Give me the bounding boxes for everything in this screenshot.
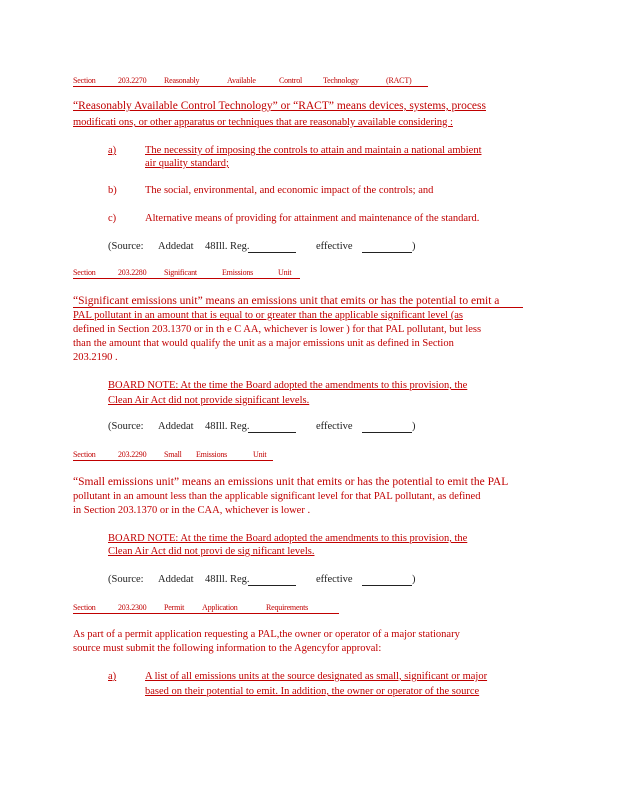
blank-line xyxy=(362,585,412,586)
board-note-line: Clean Air Act did not provide significant levels. xyxy=(108,395,310,406)
board-note-line: BOARD NOTE: At the time the Board adopted the amendments to this provision, the xyxy=(108,380,468,391)
definition-line: “Significant emissions unit” means an emissions unit that emits or has the potential to emit a xyxy=(73,295,500,307)
source-label: (Source: xyxy=(108,241,144,252)
heading-section-word: Section xyxy=(73,450,96,459)
heading-title-word: Available xyxy=(227,76,256,85)
blank-line xyxy=(362,252,412,253)
underline xyxy=(73,307,523,308)
source-ill: 48Ill. xyxy=(205,421,228,432)
source-ill: 48Ill. xyxy=(205,574,228,585)
definition-line: modificati ons, or other apparatus or techniques that are reasonably available considering : xyxy=(73,117,453,128)
list-marker: a) xyxy=(108,671,117,682)
heading-title-word: (RACT) xyxy=(386,76,412,85)
source-effective: effective xyxy=(316,574,353,585)
list-item-text: based on their potential to emit. In addition, the owner or operator of the source xyxy=(145,686,480,697)
source-reg: Reg. xyxy=(230,421,250,432)
board-note-line: Clean Air Act did not provi de sig nificant levels. xyxy=(108,546,315,557)
heading-title-word: Unit xyxy=(253,450,267,459)
source-reg: Reg. xyxy=(230,241,250,252)
list-item-text: The social, environmental, and economic impact of the controls; and xyxy=(145,185,434,196)
heading-underline xyxy=(73,278,300,279)
definition-line: 203.2190 . xyxy=(73,352,118,363)
list-item-text: A list of all emissions units at the source designated as small, significant or major xyxy=(145,671,488,682)
heading-section-number: 203.2270 xyxy=(118,76,147,85)
source-close-paren: ) xyxy=(412,421,416,432)
blank-line xyxy=(248,432,296,433)
source-close-paren: ) xyxy=(412,241,416,252)
heading-underline xyxy=(73,613,339,614)
source-effective: effective xyxy=(316,421,353,432)
definition-line: “Reasonably Available Control Technology” or “RACT” means devices, systems, process xyxy=(73,100,486,112)
blank-line xyxy=(248,252,296,253)
source-addedat: Addedat xyxy=(158,241,194,252)
heading-title-word: Permit xyxy=(164,603,185,612)
heading-title-word: Reasonably xyxy=(164,76,200,85)
heading-title-word: Emissions xyxy=(196,450,228,459)
heading-title-word: Small xyxy=(164,450,182,459)
heading-title-word: Significant xyxy=(164,268,197,277)
heading-title-word: Requirements xyxy=(266,603,309,612)
heading-title-word: Technology xyxy=(323,76,359,85)
definition-line: than the amount that would qualify the unit as a major emissions unit as defined in Section xyxy=(73,338,454,349)
list-marker: a) xyxy=(108,145,117,156)
heading-title-word: Control xyxy=(279,76,303,85)
source-reg: Reg. xyxy=(230,574,250,585)
list-item-text: The necessity of imposing the controls to attain and maintain a national ambient xyxy=(145,145,482,156)
source-close-paren: ) xyxy=(412,574,416,585)
heading-section-number: 203.2290 xyxy=(118,450,147,459)
definition-line: PAL pollutant in an amount that is equal to or greater than the applicable significant level (as xyxy=(73,310,463,321)
heading-title-word: Unit xyxy=(278,268,292,277)
source-effective: effective xyxy=(316,241,353,252)
heading-underline xyxy=(73,86,428,87)
source-ill: 48Ill. xyxy=(205,241,228,252)
heading-section-number: 203.2300 xyxy=(118,603,147,612)
heading-section-word: Section xyxy=(73,603,96,612)
heading-title-word: Emissions xyxy=(222,268,254,277)
source-label: (Source: xyxy=(108,574,144,585)
blank-line xyxy=(248,585,296,586)
source-label: (Source: xyxy=(108,421,144,432)
definition-line: defined in Section 203.1370 or in th e C AA, whichever is lower ) for that PAL pollutant, but less xyxy=(73,324,482,335)
definition-line: pollutant in an amount less than the applicable significant level for that PAL pollutant, as defined xyxy=(73,491,481,502)
board-note-line: BOARD NOTE: At the time the Board adopted the amendments to this provision, the xyxy=(108,533,468,544)
heading-section-word: Section xyxy=(73,76,96,85)
heading-title-word: Application xyxy=(202,603,238,612)
list-marker: b) xyxy=(108,185,117,196)
definition-line: in Section 203.1370 or in the CAA, whichever is lower . xyxy=(73,505,311,516)
heading-section-word: Section xyxy=(73,268,96,277)
source-addedat: Addedat xyxy=(158,421,194,432)
heading-section-number: 203.2280 xyxy=(118,268,147,277)
list-item-text: air quality standard; xyxy=(145,158,229,169)
source-addedat: Addedat xyxy=(158,574,194,585)
list-marker: c) xyxy=(108,213,117,224)
heading-underline xyxy=(73,460,273,461)
definition-line: As part of a permit application requesting a PAL,the owner or operator of a major stationary xyxy=(73,629,460,640)
definition-line: source must submit the following information to the Agencyfor approval: xyxy=(73,643,382,654)
blank-line xyxy=(362,432,412,433)
definition-line: “Small emissions unit” means an emissions unit that emits or has the potential to emit the PAL xyxy=(73,476,509,488)
list-item-text: Alternative means of providing for attainment and maintenance of the standard. xyxy=(145,213,480,224)
